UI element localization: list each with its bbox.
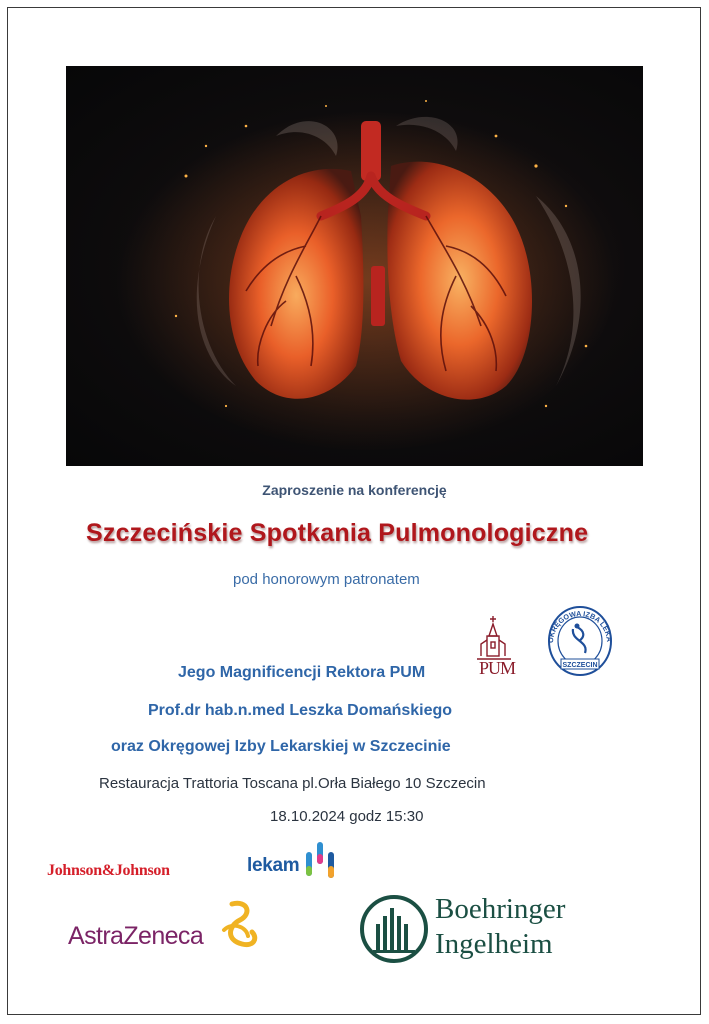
oil-seal-logo (541, 601, 619, 681)
patronage-label: pod honorowym patronatem (233, 571, 420, 588)
boehringer-ingelheim-logo (359, 892, 619, 972)
patron-line-chamber: oraz Okręgowej Izby Lekarskiej w Szczecinie (111, 738, 451, 755)
patron-line-rector: Jego Magnificencji Rektora PUM (178, 664, 426, 681)
oil-city-text: SZCZECIN (562, 662, 598, 669)
lekam-logo (247, 840, 339, 882)
venue-address: Restauracja Trattoria Toscana pl.Orła Białego 10 Szczecin (99, 775, 486, 792)
patron-line-professor: Prof.dr hab.n.med Leszka Domańskiego (148, 702, 453, 719)
oil-ring-text: OKRĘGOWA IZBA LEKA (545, 608, 615, 644)
invitation-heading: Zaproszenie na konferencję (262, 482, 447, 498)
boehringer-text: Boehringer (435, 893, 566, 925)
boehringer-building-icon (359, 894, 429, 964)
event-datetime: 18.10.2024 godz 15:30 (270, 808, 424, 825)
lekam-pills-icon (304, 840, 338, 880)
johnson-johnson-logo: Johnson&Johnson (47, 862, 170, 879)
astrazeneca-logo (68, 900, 278, 958)
astrazeneca-swirl-icon (218, 900, 262, 950)
pum-logo (473, 614, 529, 684)
pum-logo-text: PUM (479, 658, 516, 678)
astrazeneca-logo-text: AstraZeneca (68, 922, 204, 950)
lekam-logo-text: lekam (247, 855, 300, 876)
lungs-hero-image (66, 66, 643, 466)
conference-title: Szczecińskie Spotkania Pulmonologiczne (86, 519, 589, 547)
ingelheim-text: Ingelheim (435, 928, 553, 960)
